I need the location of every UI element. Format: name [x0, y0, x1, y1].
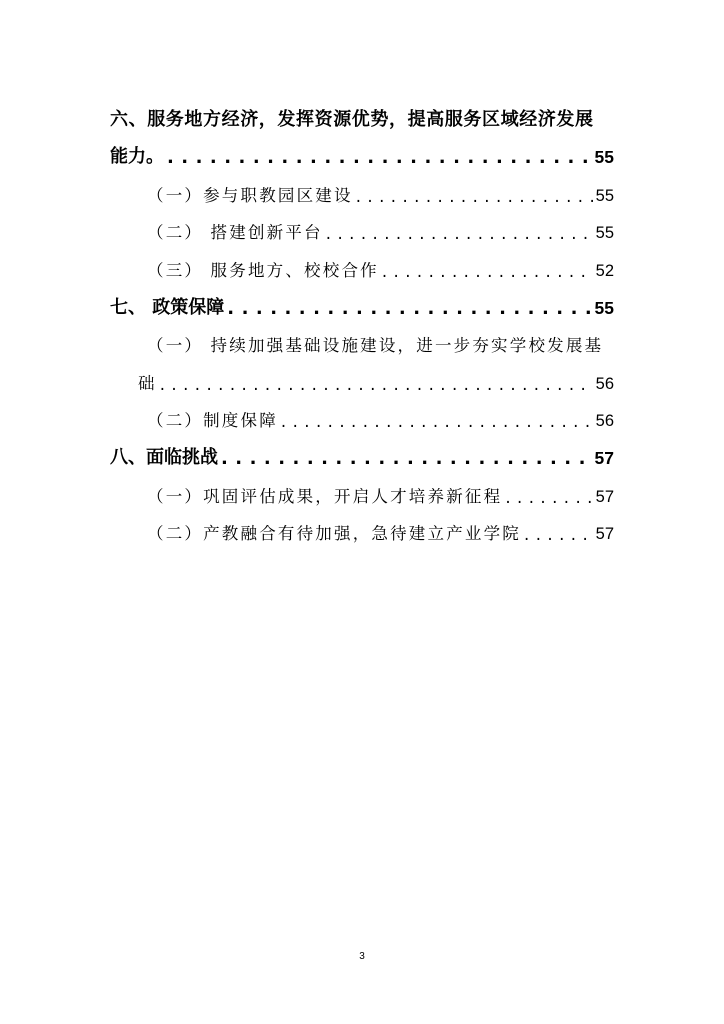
dot-leader: [167, 147, 592, 168]
toc-page-number: 56: [595, 374, 614, 393]
toc-page-number: 55: [595, 224, 614, 243]
toc-entry-section-6-cont[interactable]: [110, 131, 614, 169]
toc-entry-title: （一）参与职教园区建设: [147, 185, 353, 205]
toc-entry-title: 七、 政策保障: [110, 296, 225, 318]
toc-page-number: 55: [595, 186, 614, 205]
page-number: 3: [359, 951, 365, 962]
toc-entry-6-3[interactable]: [110, 243, 614, 281]
toc-entry-6-2[interactable]: [110, 206, 614, 244]
toc-entry-title: （三） 服务地方、校校合作: [147, 260, 379, 280]
toc-entry-section-7[interactable]: [110, 281, 614, 319]
dot-leader: [356, 187, 593, 206]
dot-leader: [524, 525, 593, 544]
toc-entry-title: （二）产教融合有待加强，急待建立产业学院: [147, 524, 521, 544]
toc-page-number: 55: [594, 147, 614, 168]
dot-leader: [326, 224, 593, 243]
table-of-contents: [110, 93, 614, 544]
toc-page-number: 56: [595, 412, 614, 431]
toc-entry-title: 能力。: [110, 146, 164, 168]
toc-entry-title: 六、服务地方经济，发挥资源优势，提高服务区域经济发展: [110, 108, 594, 130]
toc-page-number: 55: [594, 297, 614, 318]
dot-leader: [281, 412, 593, 431]
dot-leader: [382, 262, 593, 281]
toc-entry-title: （一） 持续加强基础设施建设，进一步夯实学校发展基: [147, 336, 604, 356]
dot-leader: [221, 448, 592, 469]
toc-page-number: 52: [595, 261, 614, 280]
toc-entry-title: （一）巩固评估成果，开启人才培养新征程: [147, 486, 503, 506]
toc-entry-title: 八、面临挑战: [110, 446, 218, 468]
toc-entry-title: （二） 搭建创新平台: [147, 223, 323, 243]
toc-entry-title: 础: [138, 373, 157, 393]
toc-entry-6-1[interactable]: [110, 168, 614, 206]
toc-entry-section-6[interactable]: [110, 93, 614, 131]
toc-entry-7-2[interactable]: [110, 394, 614, 432]
dot-leader: [160, 375, 593, 394]
toc-page-number: 57: [595, 525, 614, 544]
dot-leader: [505, 488, 592, 507]
dot-leader: [227, 298, 591, 319]
toc-entry-title: （二）制度保障: [147, 411, 278, 431]
toc-entry-section-8[interactable]: [110, 431, 614, 469]
toc-entry-7-1[interactable]: [110, 319, 614, 357]
toc-entry-8-2[interactable]: [110, 507, 614, 545]
toc-entry-8-1[interactable]: [110, 469, 614, 507]
toc-entry-7-1-cont[interactable]: [110, 356, 614, 394]
toc-page-number: 57: [595, 487, 614, 506]
toc-page-number: 57: [594, 447, 614, 468]
